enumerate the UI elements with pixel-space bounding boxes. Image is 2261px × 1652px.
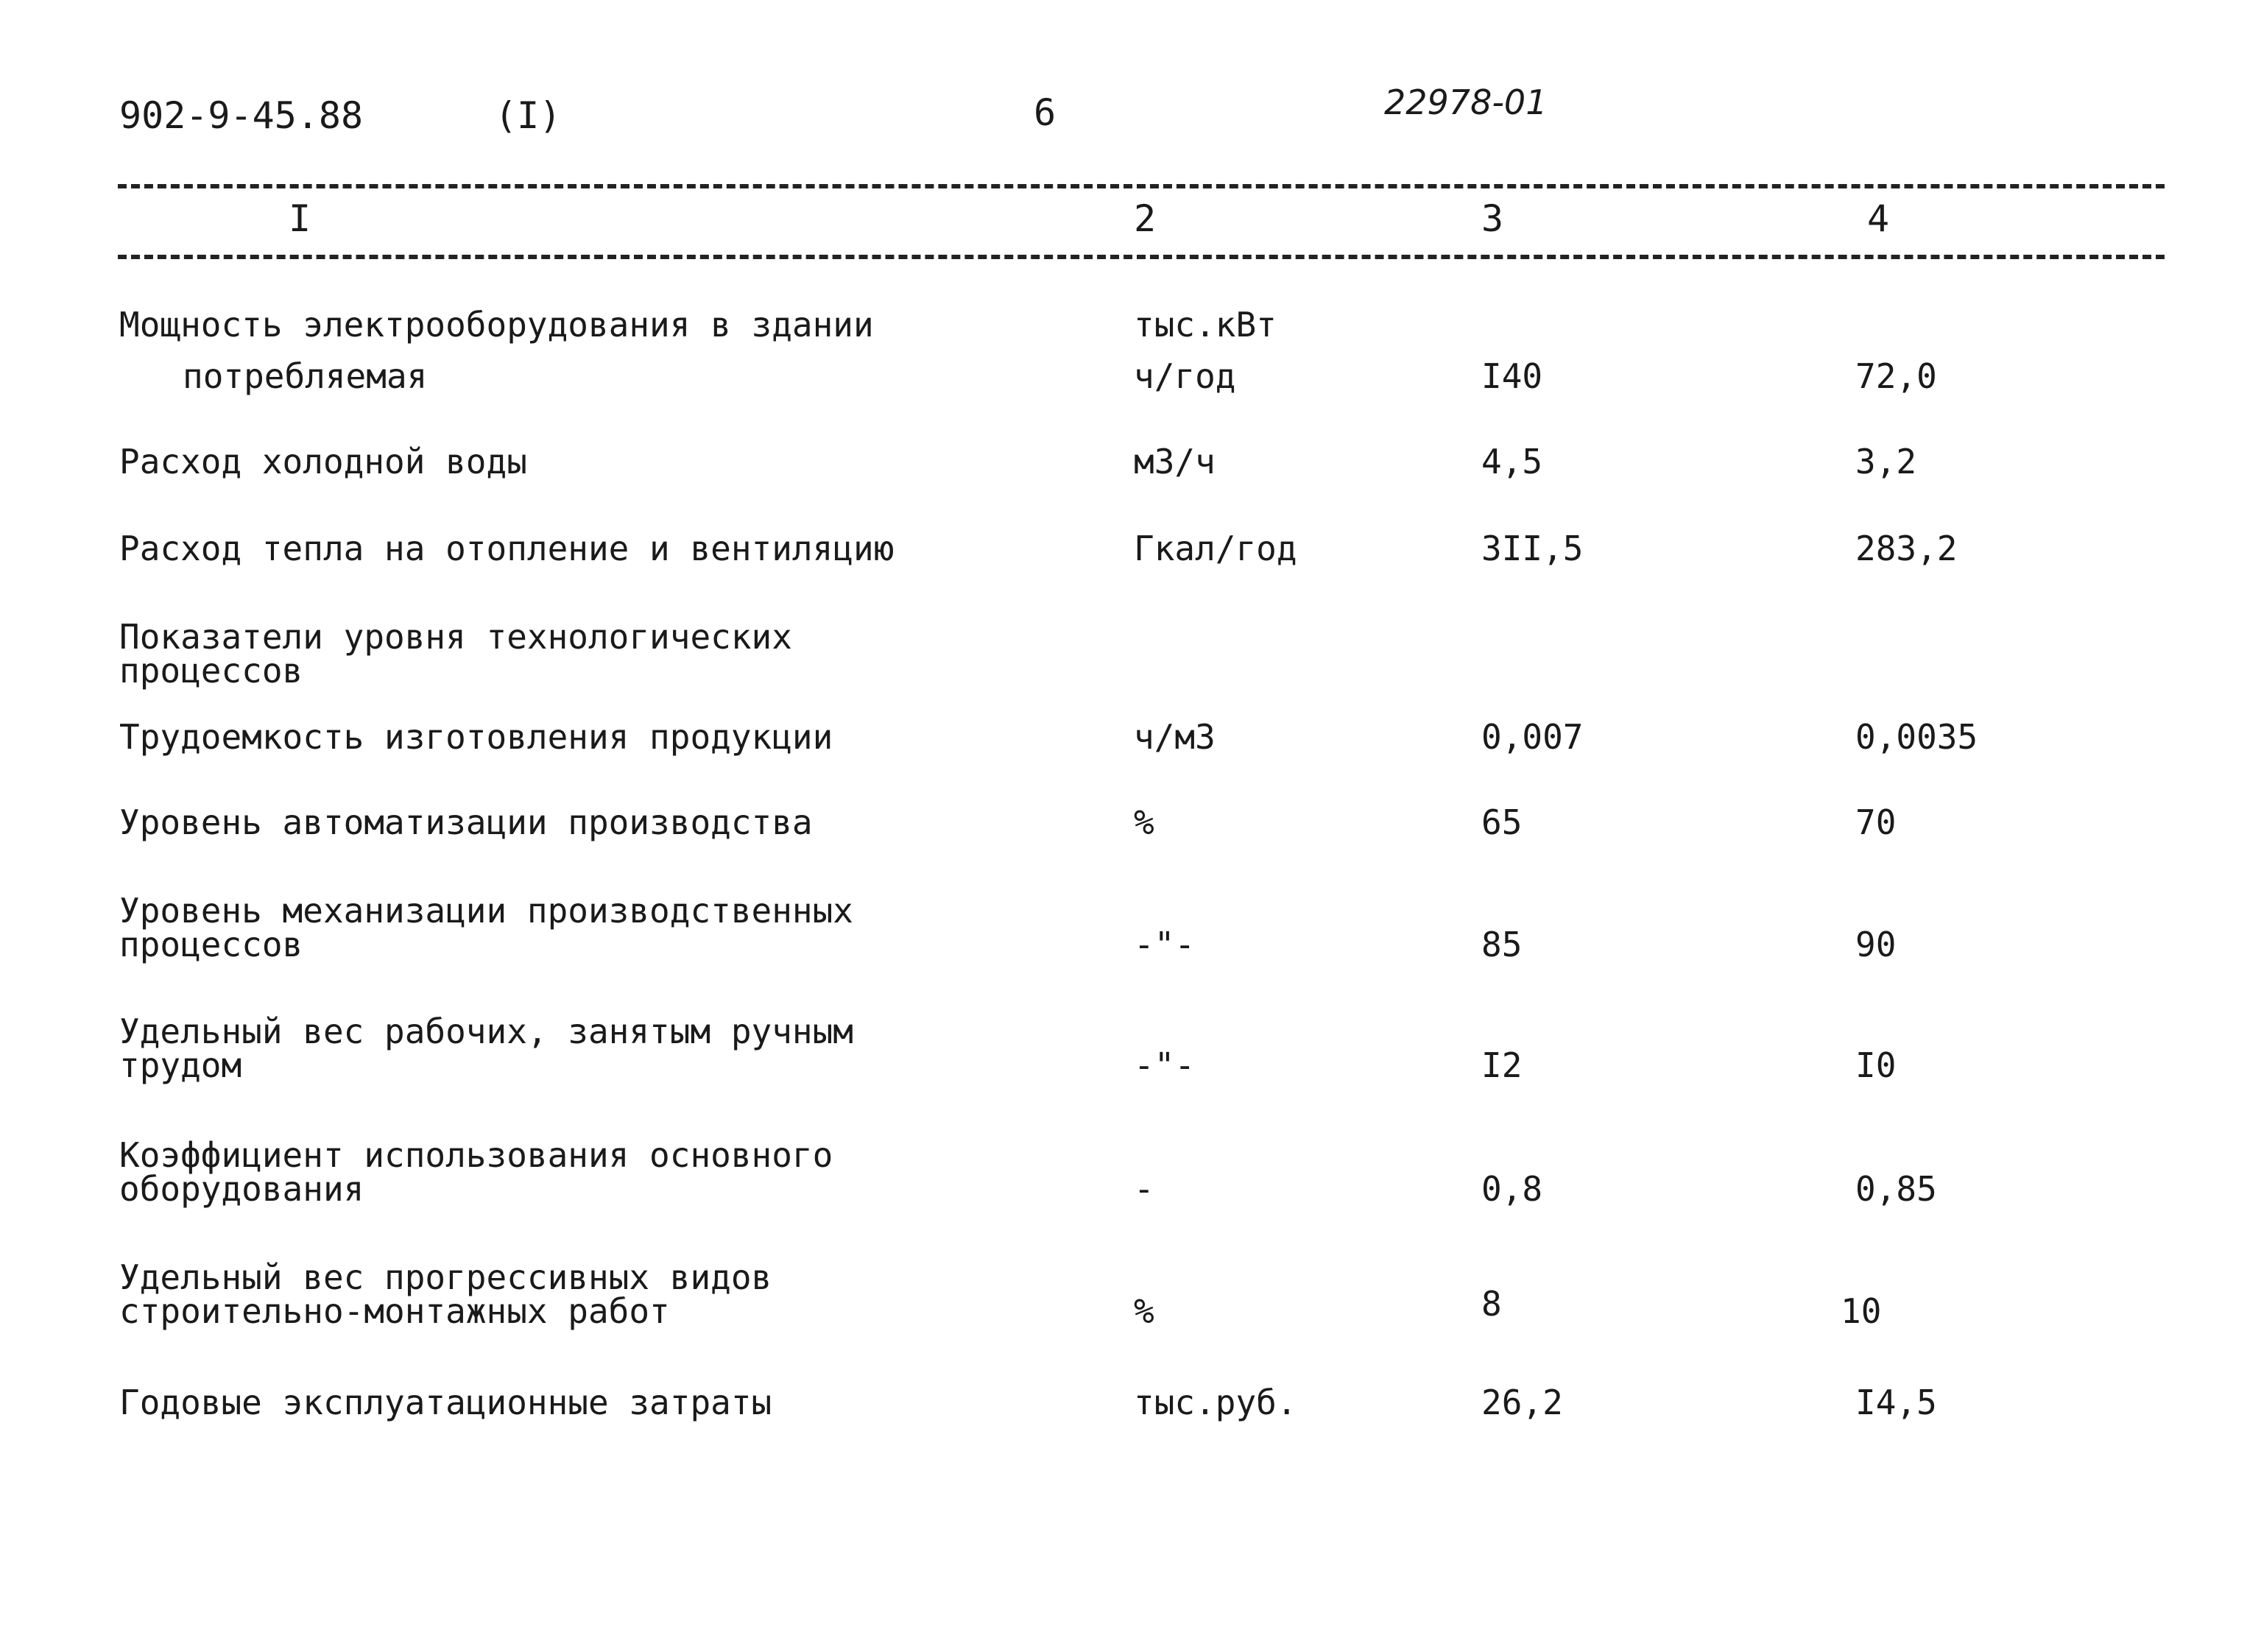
row-unit: Гкал/год: [1134, 529, 1297, 568]
row-unit: ч/м3: [1134, 717, 1216, 757]
row-unit: %: [1134, 802, 1154, 842]
row-value-col4: 0,85: [1855, 1169, 1937, 1209]
row-name: Удельный вес рабочих, занятым ручным: [119, 1012, 853, 1051]
row-name-continuation: процессов: [119, 925, 303, 964]
row-name-continuation: потребляемая: [183, 356, 428, 396]
column-header-4: 4: [1867, 197, 1890, 240]
row-unit-continuation: ч/год: [1134, 356, 1236, 396]
row-value-col3: 65: [1481, 802, 1523, 842]
row-value-col4: 70: [1855, 802, 1897, 842]
row-value-col4: 283,2: [1855, 529, 1958, 568]
row-name-continuation: строительно-монтажных работ: [119, 1291, 670, 1331]
row-value-col3: I40: [1481, 356, 1543, 396]
row-name: Уровень механизации производственных: [119, 891, 853, 931]
row-name-continuation: процессов: [119, 651, 303, 691]
row-value-col4: I0: [1855, 1045, 1897, 1085]
row-name: Удельный вес прогрессивных видов: [119, 1257, 772, 1297]
row-unit: %: [1134, 1291, 1154, 1331]
row-value-col3: 3II,5: [1481, 529, 1584, 568]
row-name: Мощность электрооборудования в здании: [119, 305, 874, 345]
row-unit: тыс.руб.: [1134, 1383, 1297, 1422]
column-header-1: I: [289, 197, 311, 240]
row-value-col3: 0,8: [1481, 1169, 1543, 1209]
table-top-rule: [118, 184, 2165, 188]
row-name: Трудоемкость изготовления продукции: [119, 717, 833, 757]
row-value-col4: 0,0035: [1855, 717, 1978, 757]
row-name-continuation: оборудования: [119, 1169, 364, 1209]
row-value-col3: 85: [1481, 925, 1523, 964]
row-name-continuation: трудом: [119, 1045, 242, 1085]
column-header-2: 2: [1134, 197, 1157, 240]
row-name: Годовые эксплуатационные затраты: [119, 1383, 772, 1422]
document-number: 22978-01: [1384, 82, 1548, 122]
row-name: Уровень автоматизации производства: [119, 802, 813, 842]
row-value-col4: I4,5: [1855, 1383, 1937, 1422]
document-code: 902-9-45.88: [119, 94, 364, 137]
row-value-col4: 3,2: [1855, 442, 1917, 481]
row-value-col4: 72,0: [1855, 356, 1937, 396]
table-header-rule: [118, 255, 2165, 259]
row-value-col3: 8: [1481, 1284, 1502, 1324]
row-unit: -"-: [1134, 1045, 1196, 1085]
row-name: Расход холодной воды: [119, 442, 527, 481]
row-value-col4: 90: [1855, 925, 1897, 964]
row-unit: -"-: [1134, 925, 1196, 964]
column-header-3: 3: [1481, 197, 1504, 240]
row-value-col3: 0,007: [1481, 717, 1584, 757]
row-unit: -: [1134, 1169, 1154, 1209]
page-number: 6: [1034, 91, 1057, 134]
row-value-col3: 4,5: [1481, 442, 1543, 481]
sheet-marker: (I): [495, 94, 562, 137]
row-name: Расход тепла на отопление и вентиляцию: [119, 529, 895, 568]
row-unit: тыс.кВт: [1134, 305, 1277, 345]
row-name: Коэффициент использования основного: [119, 1135, 833, 1175]
row-value-col3: I2: [1481, 1045, 1523, 1085]
row-value-col4: 10: [1841, 1291, 1882, 1331]
row-unit: м3/ч: [1134, 442, 1216, 481]
row-name: Показатели уровня технологических: [119, 617, 792, 657]
row-value-col3: 26,2: [1481, 1383, 1563, 1422]
